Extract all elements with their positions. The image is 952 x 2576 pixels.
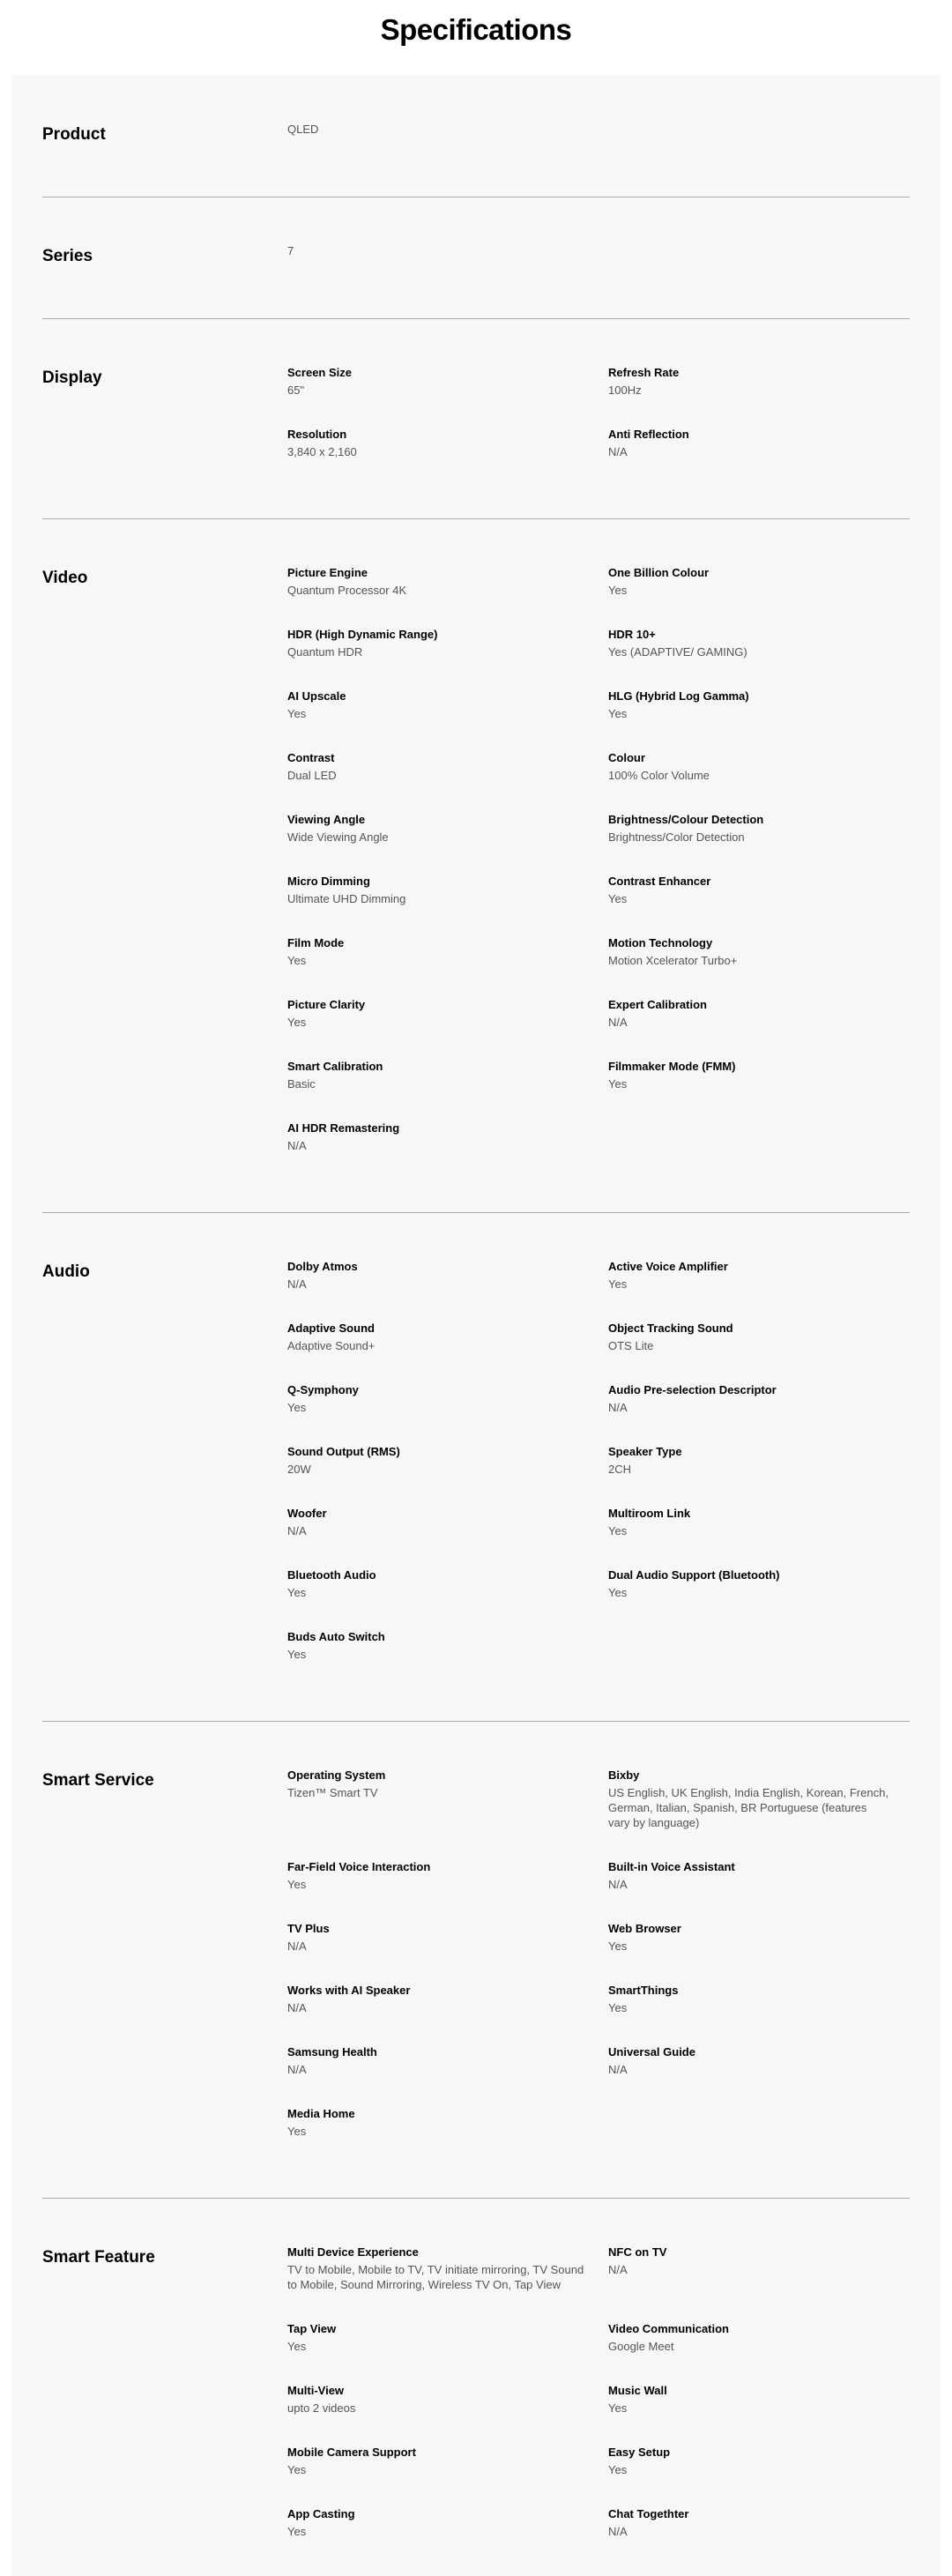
spec-item xyxy=(608,1382,910,1444)
spec-item xyxy=(287,1983,608,2044)
spec-label: Film Mode xyxy=(287,936,345,949)
spec-value: Basic xyxy=(287,1077,316,1091)
spec-label: Multi-View xyxy=(287,2384,345,2397)
spec-value: 100% Color Volume xyxy=(608,769,710,782)
spec-label: Audio Pre-selection Descriptor xyxy=(608,1383,777,1396)
spec-list xyxy=(287,243,910,288)
spec-label: Multi Device Experience xyxy=(287,2245,419,2259)
spec-section-series xyxy=(42,197,910,319)
spec-item xyxy=(287,1259,608,1321)
spec-label: Anti Reflection xyxy=(608,428,689,441)
spec-item xyxy=(287,627,608,689)
spec-value: Yes xyxy=(287,954,307,967)
spec-item xyxy=(287,2383,608,2445)
spec-label: Colour xyxy=(608,751,645,764)
spec-label: TV Plus xyxy=(287,1922,330,1935)
section-title: Product xyxy=(42,125,106,144)
spec-label: Picture Engine xyxy=(287,566,368,579)
spec-list xyxy=(287,1259,910,1691)
spec-label: Bluetooth Audio xyxy=(287,1568,376,1582)
section-title: Smart Service xyxy=(42,1771,154,1790)
spec-item xyxy=(287,243,910,288)
spec-value: 20W xyxy=(287,1463,311,1476)
spec-label: Bixby xyxy=(608,1768,640,1782)
spec-section-smart-feature xyxy=(42,2199,910,2576)
spec-value: N/A xyxy=(287,1139,307,1152)
spec-value: Yes xyxy=(287,2125,307,2138)
spec-item xyxy=(287,2445,608,2506)
spec-item xyxy=(608,874,910,935)
spec-value: Brightness/Color Detection xyxy=(608,830,745,844)
spec-item xyxy=(608,1921,910,1983)
spec-value: Yes xyxy=(608,1586,628,1599)
spec-label: Samsung Health xyxy=(287,2045,377,2059)
spec-item xyxy=(608,1059,910,1120)
spec-list xyxy=(287,365,910,488)
spec-item xyxy=(608,565,910,627)
spec-label: Micro Dimming xyxy=(287,875,370,888)
spec-item xyxy=(287,565,608,627)
spec-item xyxy=(287,122,910,167)
spec-label: SmartThings xyxy=(608,1984,679,1997)
spec-item xyxy=(608,1444,910,1506)
spec-item xyxy=(287,1567,608,1629)
spec-label: HDR 10+ xyxy=(608,628,656,641)
spec-value: Yes xyxy=(608,707,628,720)
spec-item xyxy=(608,689,910,750)
spec-item xyxy=(287,1629,608,1691)
spec-section-audio xyxy=(42,1213,910,1722)
spec-label: NFC on TV xyxy=(608,2245,667,2259)
spec-label: Universal Guide xyxy=(608,2045,695,2059)
spec-value: N/A xyxy=(287,1277,307,1291)
spec-label: HDR (High Dynamic Range) xyxy=(287,628,438,641)
spec-value: Yes xyxy=(287,1016,307,1029)
spec-value: Yes xyxy=(608,2401,628,2415)
spec-value: Motion Xcelerator Turbo+ xyxy=(608,954,738,967)
spec-label: Buds Auto Switch xyxy=(287,1630,385,1643)
spec-label: Object Tracking Sound xyxy=(608,1322,733,1335)
spec-value: Ultimate UHD Dimming xyxy=(287,892,406,905)
spec-section-product xyxy=(42,76,910,197)
spec-label: Active Voice Amplifier xyxy=(608,1260,728,1273)
spec-label: Contrast xyxy=(287,751,335,764)
spec-value: Quantum Processor 4K xyxy=(287,584,407,597)
spec-value: N/A xyxy=(287,2063,307,2076)
spec-label: Refresh Rate xyxy=(608,366,680,379)
spec-label: Resolution xyxy=(287,428,347,441)
spec-label: Tap View xyxy=(287,2322,337,2335)
spec-item xyxy=(608,2506,910,2568)
spec-label: Operating System xyxy=(287,1768,386,1782)
spec-value: Tizen™ Smart TV xyxy=(287,1786,378,1799)
spec-item xyxy=(287,2106,608,2168)
spec-label: Video Communication xyxy=(608,2322,729,2335)
spec-value: 3,840 x 2,160 xyxy=(287,445,357,458)
spec-item xyxy=(287,689,608,750)
spec-item xyxy=(287,2321,608,2383)
spec-label: Motion Technology xyxy=(608,936,713,949)
spec-value: OTS Lite xyxy=(608,1339,654,1352)
spec-value: N/A xyxy=(287,1939,307,1953)
spec-item xyxy=(287,427,608,488)
spec-value: US English, UK English, India English, Korean, French, German, Italian, Spanish, BR Portuguese (features vary by language) xyxy=(608,1786,889,1829)
spec-item xyxy=(287,365,608,427)
spec-item xyxy=(608,365,910,427)
spec-list xyxy=(287,565,910,1182)
spec-value: Yes xyxy=(608,1524,628,1537)
spec-value: Yes xyxy=(287,1648,307,1661)
spec-label: Contrast Enhancer xyxy=(608,875,711,888)
spec-value: Yes xyxy=(287,707,307,720)
spec-item xyxy=(287,2044,608,2106)
spec-item xyxy=(287,1120,608,1182)
spec-item xyxy=(608,997,910,1059)
section-title: Series xyxy=(42,247,93,265)
spec-label: Easy Setup xyxy=(608,2446,671,2459)
spec-value: 2CH xyxy=(608,1463,632,1476)
spec-label: Multiroom Link xyxy=(608,1507,691,1520)
spec-value: Yes xyxy=(608,1939,628,1953)
spec-label: Music Wall xyxy=(608,2384,667,2397)
spec-item xyxy=(608,1259,910,1321)
spec-value: Google Meet xyxy=(608,2340,674,2353)
spec-list xyxy=(287,122,910,167)
spec-value: 100Hz xyxy=(608,383,642,397)
spec-value: Yes (ADAPTIVE/ GAMING) xyxy=(608,645,747,659)
spec-list xyxy=(287,1768,910,2168)
spec-section-video xyxy=(42,519,910,1213)
spec-label: HLG (Hybrid Log Gamma) xyxy=(608,689,749,703)
spec-value: Yes xyxy=(608,584,628,597)
spec-label: Smart Calibration xyxy=(287,1060,383,1073)
spec-item xyxy=(287,1059,608,1120)
spec-label: Mobile Camera Support xyxy=(287,2446,416,2459)
spec-value: Wide Viewing Angle xyxy=(287,830,389,844)
spec-value: Yes xyxy=(287,2525,307,2538)
spec-item xyxy=(608,1321,910,1382)
spec-item xyxy=(287,1382,608,1444)
spec-label: Viewing Angle xyxy=(287,813,366,826)
spec-item xyxy=(287,1506,608,1567)
spec-item xyxy=(608,1859,910,1921)
spec-label: Expert Calibration xyxy=(608,998,707,1011)
spec-value: 7 xyxy=(287,244,294,257)
spec-value: N/A xyxy=(608,2263,628,2276)
spec-section-display xyxy=(42,319,910,519)
spec-value: Yes xyxy=(608,1277,628,1291)
spec-item xyxy=(608,812,910,874)
spec-item xyxy=(608,1983,910,2044)
spec-item xyxy=(608,2245,910,2321)
spec-value: N/A xyxy=(608,2525,628,2538)
spec-label: Built-in Voice Assistant xyxy=(608,1860,735,1873)
spec-label: Web Browser xyxy=(608,1922,681,1935)
spec-value: Yes xyxy=(608,2463,628,2476)
spec-item xyxy=(287,2506,608,2568)
spec-item xyxy=(608,1768,910,1859)
spec-label: Q-Symphony xyxy=(287,1383,359,1396)
spec-value: N/A xyxy=(608,445,628,458)
spec-value: Yes xyxy=(287,1878,307,1891)
spec-label: Adaptive Sound xyxy=(287,1322,375,1335)
spec-label: App Casting xyxy=(287,2507,355,2520)
spec-item xyxy=(287,1768,608,1859)
spec-label: Chat Togethter xyxy=(608,2507,689,2520)
spec-label: Works with AI Speaker xyxy=(287,1984,411,1997)
section-title: Video xyxy=(42,569,88,587)
spec-value: N/A xyxy=(608,1401,628,1414)
spec-item xyxy=(608,935,910,997)
spec-label: Filmmaker Mode (FMM) xyxy=(608,1060,736,1073)
spec-label: Far-Field Voice Interaction xyxy=(287,1860,431,1873)
spec-label: AI Upscale xyxy=(287,689,346,703)
spec-value: Yes xyxy=(287,2463,307,2476)
spec-value: upto 2 videos xyxy=(287,2401,356,2415)
spec-item xyxy=(608,1567,910,1629)
spec-value: N/A xyxy=(287,2001,307,2014)
spec-value: QLED xyxy=(287,123,319,136)
spec-value: Yes xyxy=(287,1586,307,1599)
section-title: Smart Feature xyxy=(42,2248,155,2267)
spec-label: Brightness/Colour Detection xyxy=(608,813,764,826)
spec-value: Adaptive Sound+ xyxy=(287,1339,376,1352)
spec-item xyxy=(287,750,608,812)
spec-item xyxy=(608,2321,910,2383)
spec-value: Yes xyxy=(608,1077,628,1091)
spec-item xyxy=(287,1921,608,1983)
spec-label: Screen Size xyxy=(287,366,352,379)
spec-label: Sound Output (RMS) xyxy=(287,1445,400,1458)
section-title: Audio xyxy=(42,1262,90,1281)
spec-label: One Billion Colour xyxy=(608,566,710,579)
spec-item xyxy=(287,2245,608,2321)
spec-item xyxy=(608,1506,910,1567)
spec-label: Speaker Type xyxy=(608,1445,682,1458)
spec-item xyxy=(608,427,910,488)
spec-item xyxy=(608,2383,910,2445)
spec-label: Media Home xyxy=(287,2107,355,2120)
spec-value: N/A xyxy=(608,1878,628,1891)
spec-item xyxy=(287,812,608,874)
spec-value: Yes xyxy=(287,2340,307,2353)
spec-value: N/A xyxy=(608,1016,628,1029)
spec-item xyxy=(287,935,608,997)
section-title: Display xyxy=(42,369,102,387)
spec-label: Picture Clarity xyxy=(287,998,366,1011)
spec-item xyxy=(608,627,910,689)
spec-section-smart-service xyxy=(42,1722,910,2199)
spec-value: N/A xyxy=(287,1524,307,1537)
spec-label: Woofer xyxy=(287,1507,327,1520)
page-title: Specifications xyxy=(380,13,572,46)
spec-item xyxy=(608,750,910,812)
spec-label: Dolby Atmos xyxy=(287,1260,358,1273)
spec-value: Yes xyxy=(608,892,628,905)
spec-label: AI HDR Remastering xyxy=(287,1121,400,1135)
spec-item xyxy=(287,1859,608,1921)
spec-value: Yes xyxy=(608,2001,628,2014)
spec-value: Dual LED xyxy=(287,769,337,782)
spec-label: Dual Audio Support (Bluetooth) xyxy=(608,1568,780,1582)
spec-item xyxy=(287,1321,608,1382)
spec-value: Yes xyxy=(287,1401,307,1414)
spec-item xyxy=(287,874,608,935)
spec-item xyxy=(608,2044,910,2106)
spec-value: TV to Mobile, Mobile to TV, TV initiate mirroring, TV Sound to Mobile, Sound Mirroring, Wireless TV On, Tap View xyxy=(287,2263,584,2291)
spec-value: N/A xyxy=(608,2063,628,2076)
spec-list xyxy=(287,2245,910,2568)
spec-item xyxy=(287,1444,608,1506)
spec-value: 65" xyxy=(287,383,305,397)
spec-value: Quantum HDR xyxy=(287,645,363,659)
spec-item xyxy=(287,997,608,1059)
spec-item xyxy=(608,2445,910,2506)
specifications-panel xyxy=(11,76,941,2576)
